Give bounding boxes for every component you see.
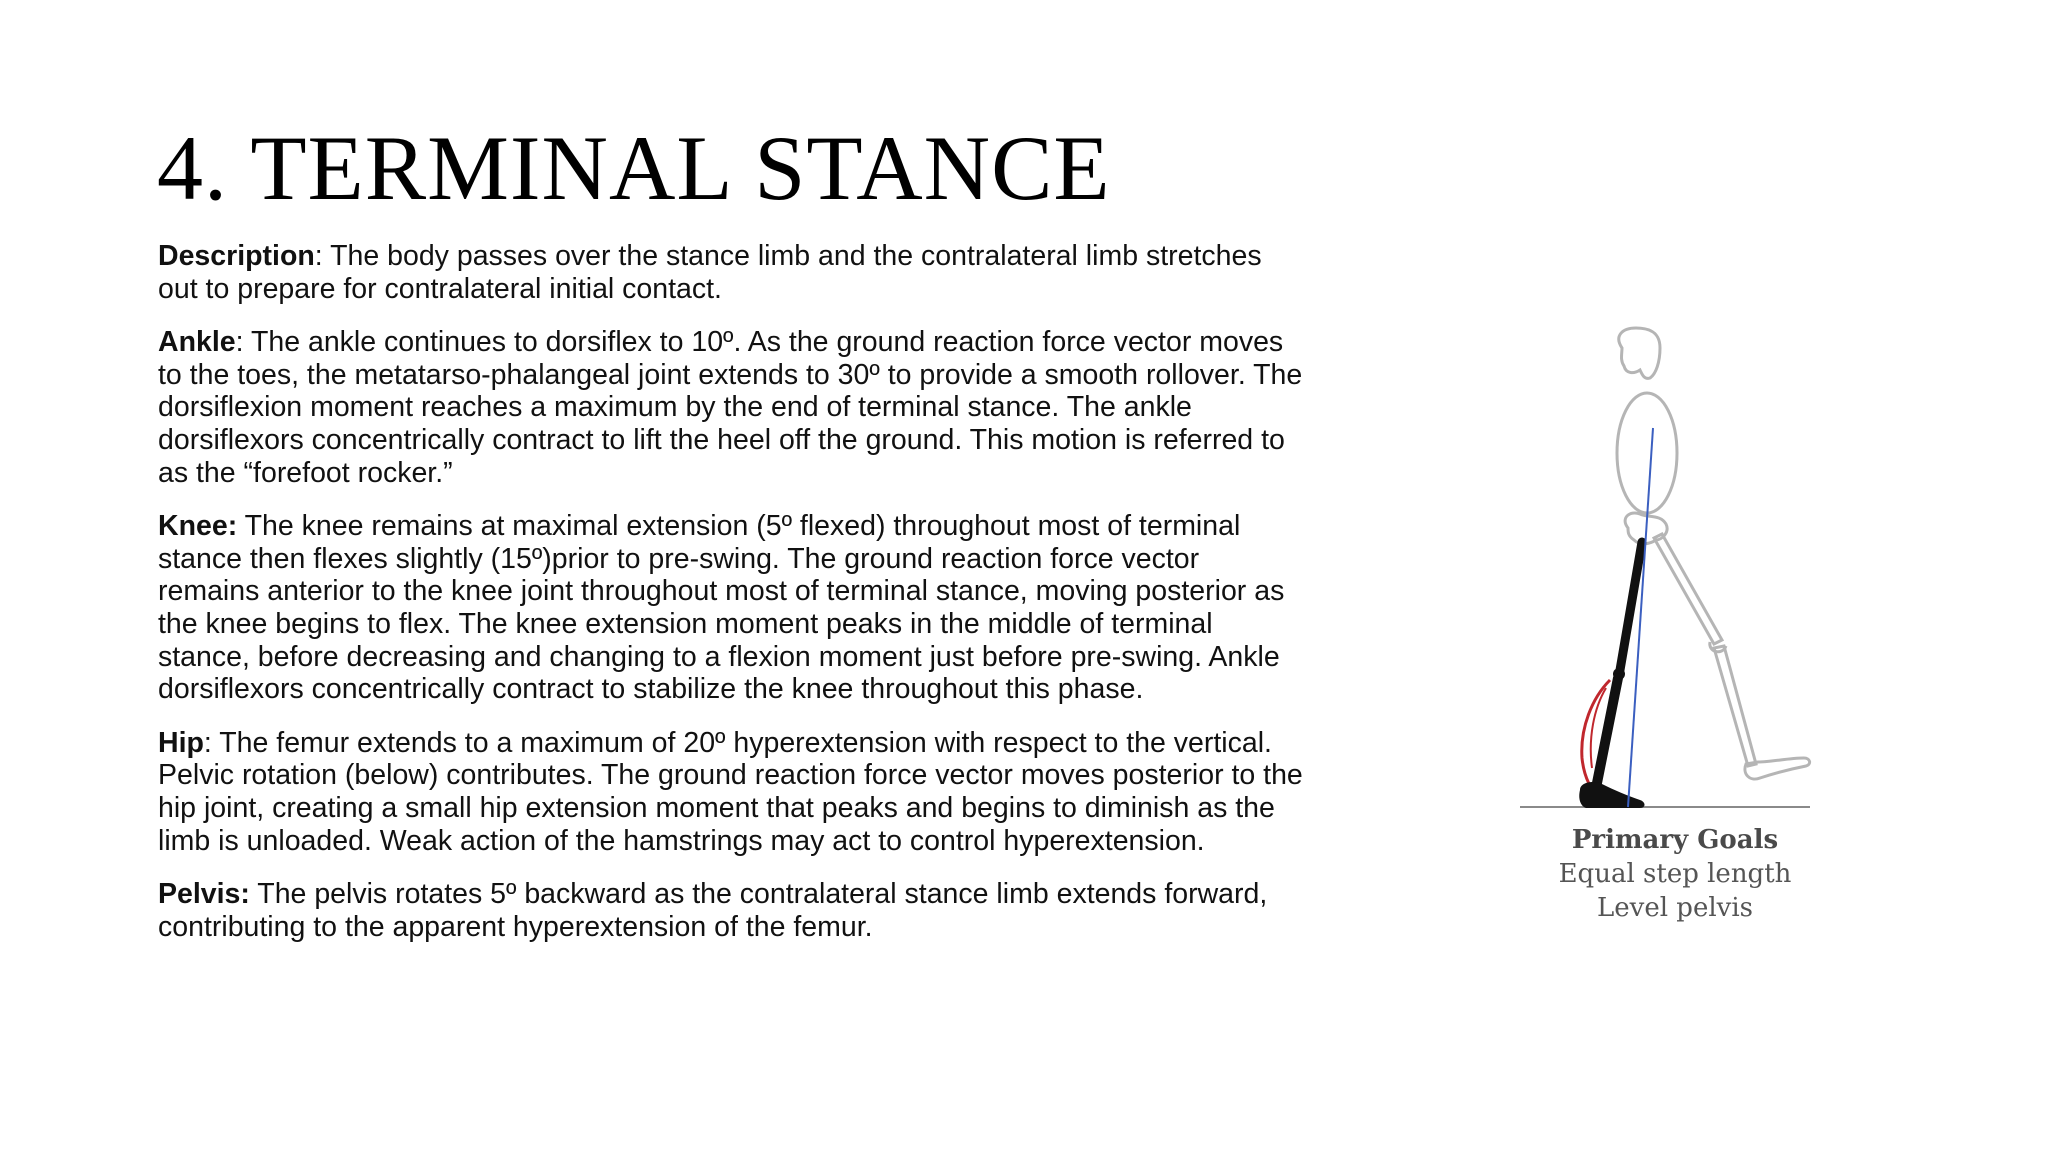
hip-label: Hip: [158, 726, 204, 759]
pelvis-label: Pelvis:: [158, 878, 250, 911]
description-label: Description: [158, 240, 315, 272]
hip-paragraph: [158, 727, 1308, 857]
figure-caption: [1510, 823, 1840, 925]
knee-text: The knee remains at maximal extension (5º flexed) throughout most of terminal stance then flexes slightly (15º)prior to pre-swing. The ground reaction force vector remains anterior to the knee joint throughout most of terminal stance, moving posterior as the knee begins to flex. The knee extension moment peaks in the middle of terminal stance, before decreasing and changing to a flexion moment just before pre-swing. Ankle dorsiflexors concentrically contract to stabilize the knee throughout this phase.: [158, 510, 1285, 706]
caption-line-level-pelvis: Level pelvis: [1597, 893, 1753, 923]
ankle-paragraph: [158, 326, 1308, 489]
caption-heading: Primary Goals: [1571, 825, 1779, 855]
ankle-label: Ankle: [158, 326, 236, 359]
knee-label: Knee:: [158, 510, 238, 543]
knee-paragraph: [158, 510, 1308, 706]
swing-foot-outline: [1745, 758, 1810, 779]
description-paragraph: [158, 240, 1308, 305]
caption-line-step-length: Equal step length: [1558, 859, 1792, 889]
swing-thigh-outline: [1654, 534, 1722, 644]
slide-title: 4. TERMINAL STANCE: [157, 117, 1111, 219]
torso-outline: [1617, 393, 1677, 513]
swing-shank-outline: [1714, 646, 1756, 766]
head-outline: [1619, 328, 1660, 378]
description-text: : The body passes over the stance limb and the contralateral limb stretches out to prepare for contralateral initial contact.: [158, 240, 1262, 305]
hip-text: : The femur extends to a maximum of 20º hyperextension with respect to the vertical. Pelvic rotation (below) contributes. The ground reaction force vector moves posterior to the hip joint, creating a small hip extension moment that peaks and begins to diminish as the limb is unloaded. Weak action of the hamstrings may act to control hyperextension.: [158, 726, 1303, 857]
body-text: [158, 240, 1308, 964]
pelvis-text: The pelvis rotates 5º backward as the contralateral stance limb extends forward, contributing to the apparent hyperextension of the femur.: [158, 878, 1268, 943]
stance-foot: [1579, 782, 1644, 808]
ankle-text: : The ankle continues to dorsiflex to 10º. As the ground reaction force vector moves to the toes, the metatarso-phalangeal joint extends to 30º to provide a smooth rollover. The dorsiflexion moment reaches a maximum by the end of terminal stance. The ankle dorsiflexors concentrically contract to lift the heel off the ground. This motion is referred to as the “forefoot rocker.”: [158, 326, 1303, 489]
gait-skeleton-illustration: [1510, 318, 1840, 818]
pelvis-paragraph: [158, 878, 1308, 943]
